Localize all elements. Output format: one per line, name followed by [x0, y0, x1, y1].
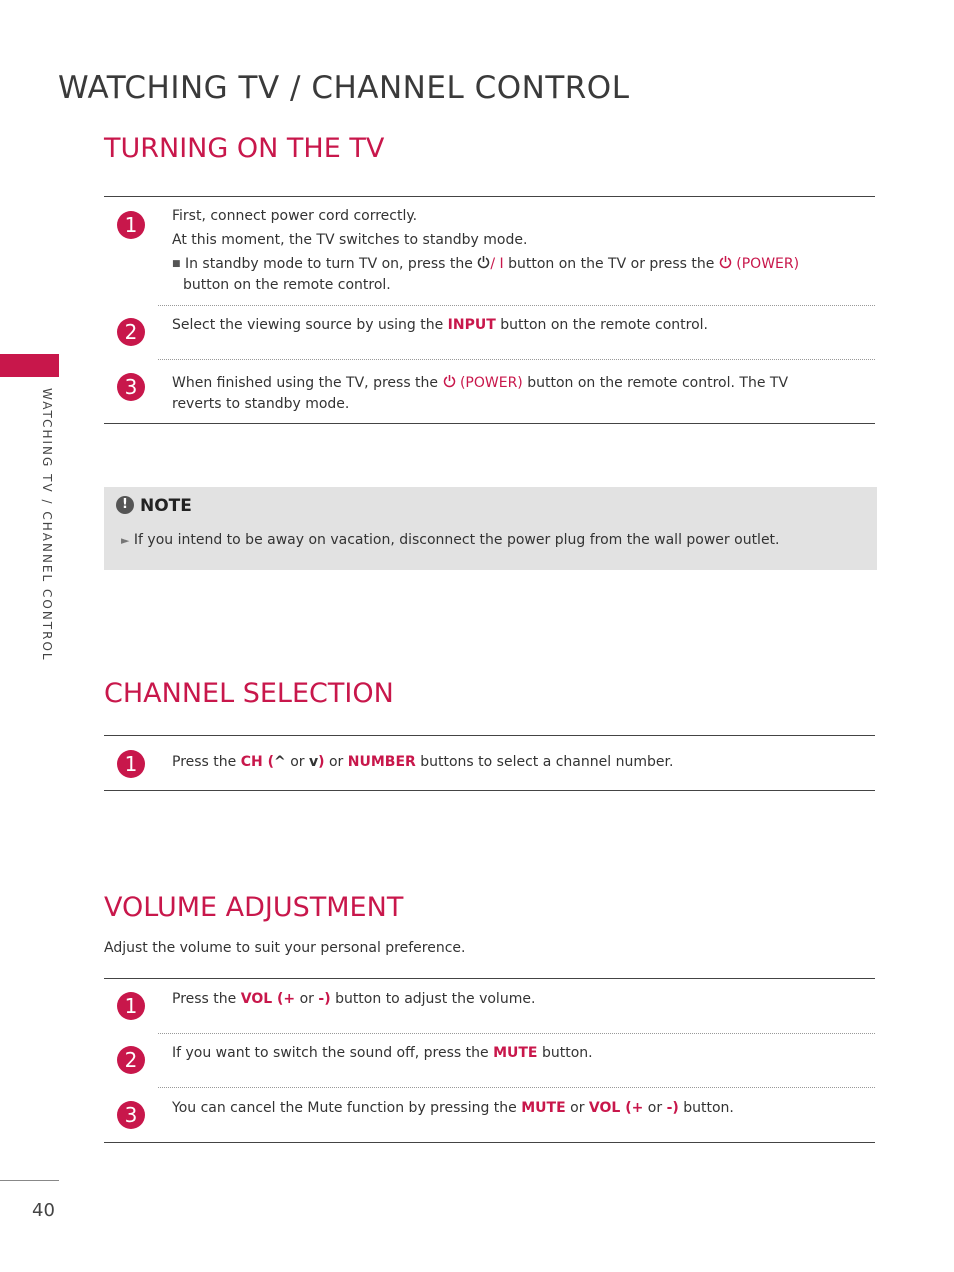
- channel-step-1-text: Press the CH (^ or v) or NUMBER buttons to select a channel number.: [172, 754, 674, 770]
- chevron-down-icon: v: [308, 754, 319, 770]
- step-number-1: 1: [117, 992, 145, 1020]
- side-tab-marker: [0, 354, 59, 377]
- section-bottom-rule: [104, 790, 875, 791]
- step-2-text: Select the viewing source by using the INPUT button on the remote control.: [172, 317, 708, 333]
- triangle-bullet-icon: ►: [121, 534, 130, 547]
- step-divider: [158, 359, 875, 360]
- step-1-bullet: ■ In standby mode to turn TV on, press the / I button on the TV or press the (POWER): [172, 256, 800, 272]
- section-top-rule: [104, 196, 875, 197]
- side-chapter-label: WATCHING TV / CHANNEL CONTROL: [40, 388, 54, 662]
- step-number-2: 2: [117, 318, 145, 346]
- section-title-channel-selection: CHANNEL SELECTION: [104, 678, 394, 709]
- section-top-rule: [104, 735, 875, 736]
- step-number-3: 3: [117, 373, 145, 401]
- step-1-line-1: First, connect power cord correctly.: [172, 208, 418, 224]
- step-divider: [158, 1033, 875, 1034]
- step-1-line-2: At this moment, the TV switches to standby mode.: [172, 232, 528, 248]
- power-icon: [443, 374, 456, 388]
- exclamation-icon: !: [116, 496, 134, 514]
- power-icon: [477, 255, 490, 269]
- footer-divider: [0, 1180, 59, 1181]
- volume-step-1-text: Press the VOL (+ or -) button to adjust the volume.: [172, 991, 536, 1007]
- step-1-bullet-cont: button on the remote control.: [183, 277, 391, 293]
- section-title-turning-on: TURNING ON THE TV: [104, 133, 385, 164]
- volume-step-3-text: You can cancel the Mute function by pressing the MUTE or VOL (+ or -) button.: [172, 1100, 734, 1116]
- step-divider: [158, 305, 875, 306]
- volume-step-2-text: If you want to switch the sound off, press the MUTE button.: [172, 1045, 593, 1061]
- note-box: [104, 487, 877, 570]
- step-number-1: 1: [117, 211, 145, 239]
- input-key-label: INPUT: [447, 317, 496, 333]
- section-top-rule: [104, 978, 875, 979]
- chevron-up-icon: ^: [274, 754, 286, 770]
- section-title-volume-adjustment: VOLUME ADJUSTMENT: [104, 892, 404, 923]
- number-key-label: NUMBER: [347, 754, 416, 770]
- step-3-text: When finished using the TV, press the (POWER) button on the remote control. The TV reverts to standby mode.: [172, 375, 789, 412]
- step-number-2: 2: [117, 1046, 145, 1074]
- section-bottom-rule: [104, 423, 875, 424]
- volume-intro: Adjust the volume to suit your personal preference.: [104, 940, 466, 956]
- step-number-1: 1: [117, 750, 145, 778]
- step-1-text: [172, 206, 862, 296]
- note-title: NOTE: [140, 496, 192, 516]
- step-number-3: 3: [117, 1101, 145, 1129]
- section-bottom-rule: [104, 1142, 875, 1143]
- power-icon: [719, 255, 732, 269]
- page-number: 40: [32, 1200, 55, 1221]
- square-bullet-icon: ■: [172, 259, 181, 269]
- page-title: WATCHING TV / CHANNEL CONTROL: [58, 70, 630, 106]
- note-text: ► If you intend to be away on vacation, disconnect the power plug from the wall power outlet.: [121, 532, 780, 548]
- step-divider: [158, 1087, 875, 1088]
